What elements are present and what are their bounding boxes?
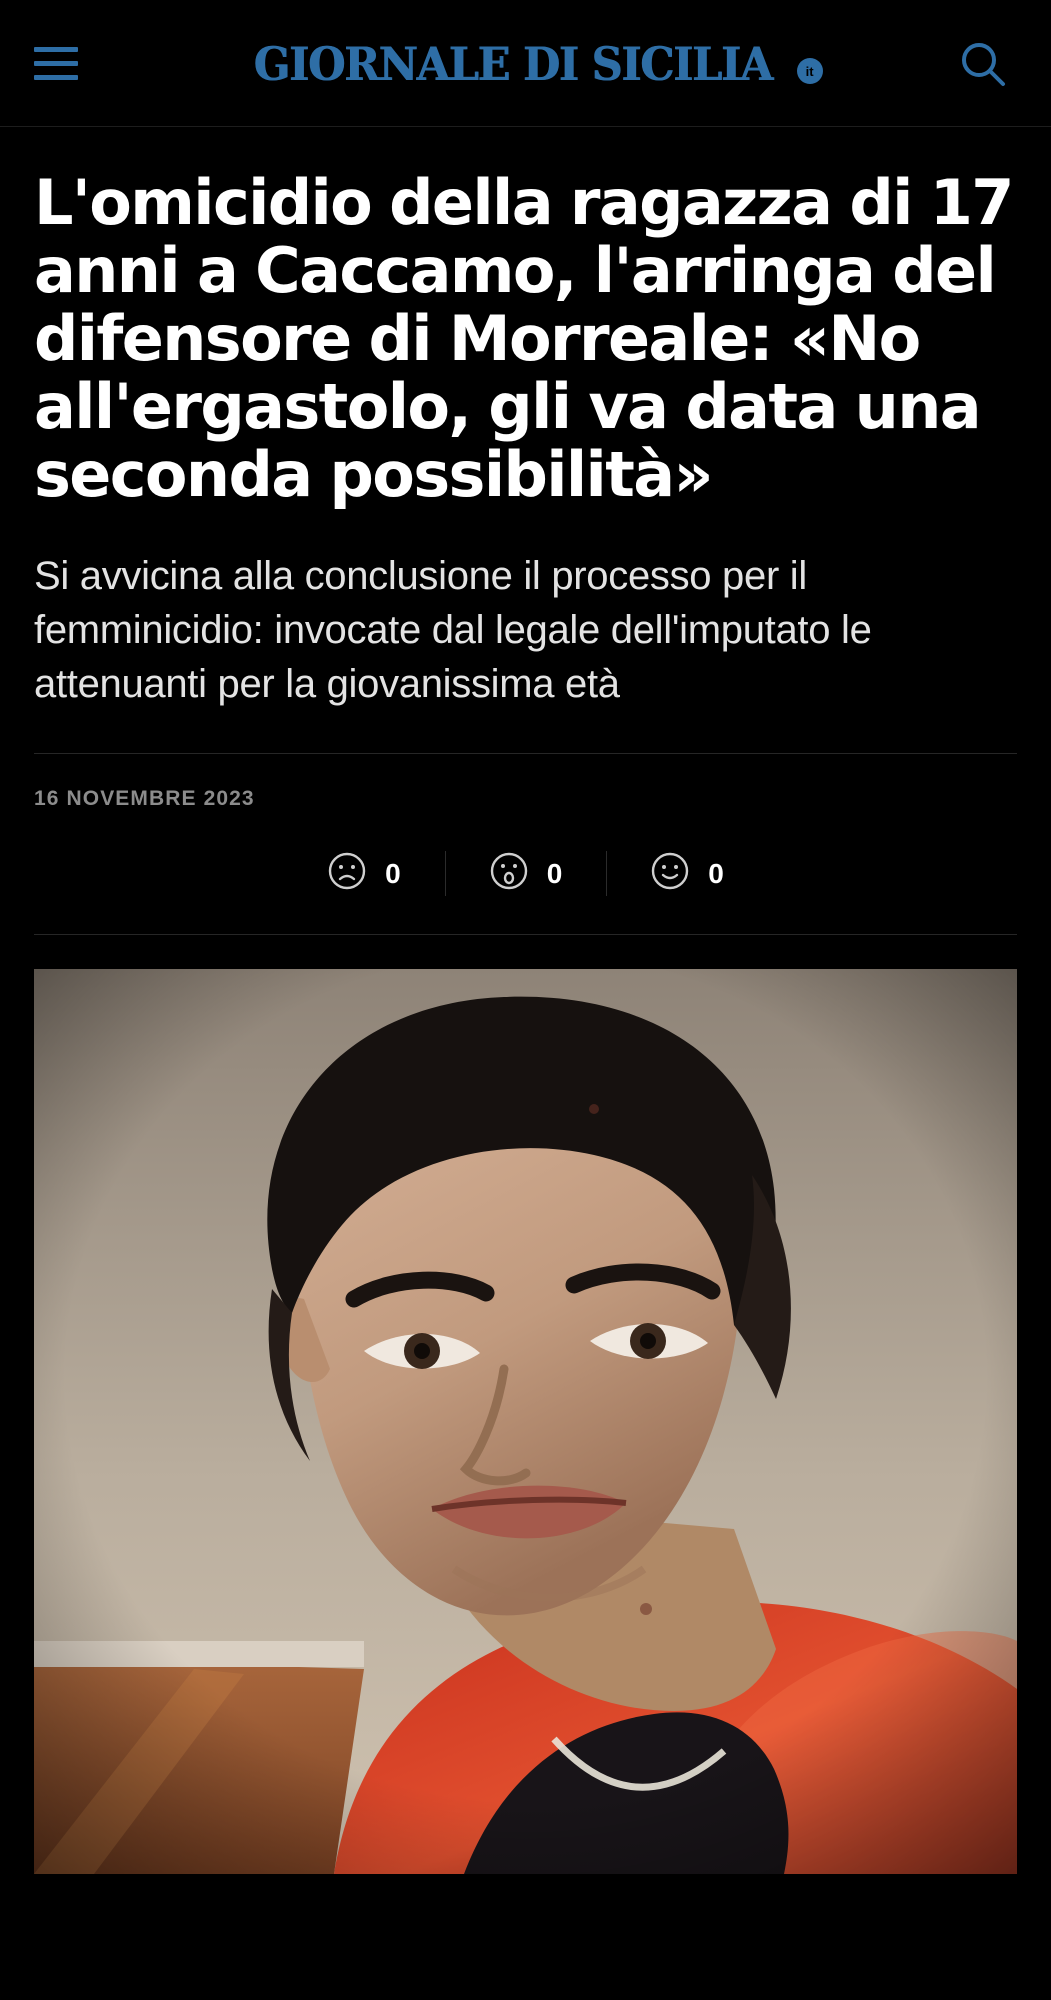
menu-icon[interactable]: [34, 36, 90, 92]
reaction-count: 0: [546, 857, 563, 889]
site-logo[interactable]: [104, 37, 953, 91]
site-logo-text: GIORNALE DI SICILIA: [253, 36, 773, 91]
article-container: [0, 127, 1051, 935]
search-icon[interactable]: [953, 34, 1013, 94]
article-date: 16 NOVEMBRE 2023: [34, 787, 255, 810]
reaction-happy[interactable]: [606, 845, 768, 902]
menu-icon-bar: [34, 75, 78, 80]
frowning-face-icon: [327, 851, 367, 896]
reaction-count: 0: [708, 857, 724, 889]
divider: [34, 934, 1017, 935]
reaction-sad[interactable]: [283, 845, 445, 902]
site-logo-tld: it: [797, 58, 823, 84]
smiling-face-icon: [650, 851, 690, 896]
article-lead-image: [34, 969, 1017, 1874]
menu-icon-bar: [34, 47, 78, 52]
reaction-count: 0: [385, 857, 401, 889]
article-standfirst: Si avvicina alla conclusione il processo per il femminicidio: invocate dal legale dell'imputato le attenuanti per la giovanissima età: [34, 554, 872, 706]
divider: [34, 753, 1017, 754]
menu-icon-bar: [34, 61, 78, 66]
astonished-face-icon: [489, 851, 529, 896]
reactions-bar: [34, 845, 1017, 902]
site-header: [0, 0, 1051, 127]
page-title: L'omicidio della ragazza di 17 anni a Caccamo, l'arringa del difensore di Morreale: «No all'ergastolo, gli va data una seconda possibilità»: [34, 166, 1013, 511]
reaction-surprised[interactable]: [445, 845, 607, 902]
